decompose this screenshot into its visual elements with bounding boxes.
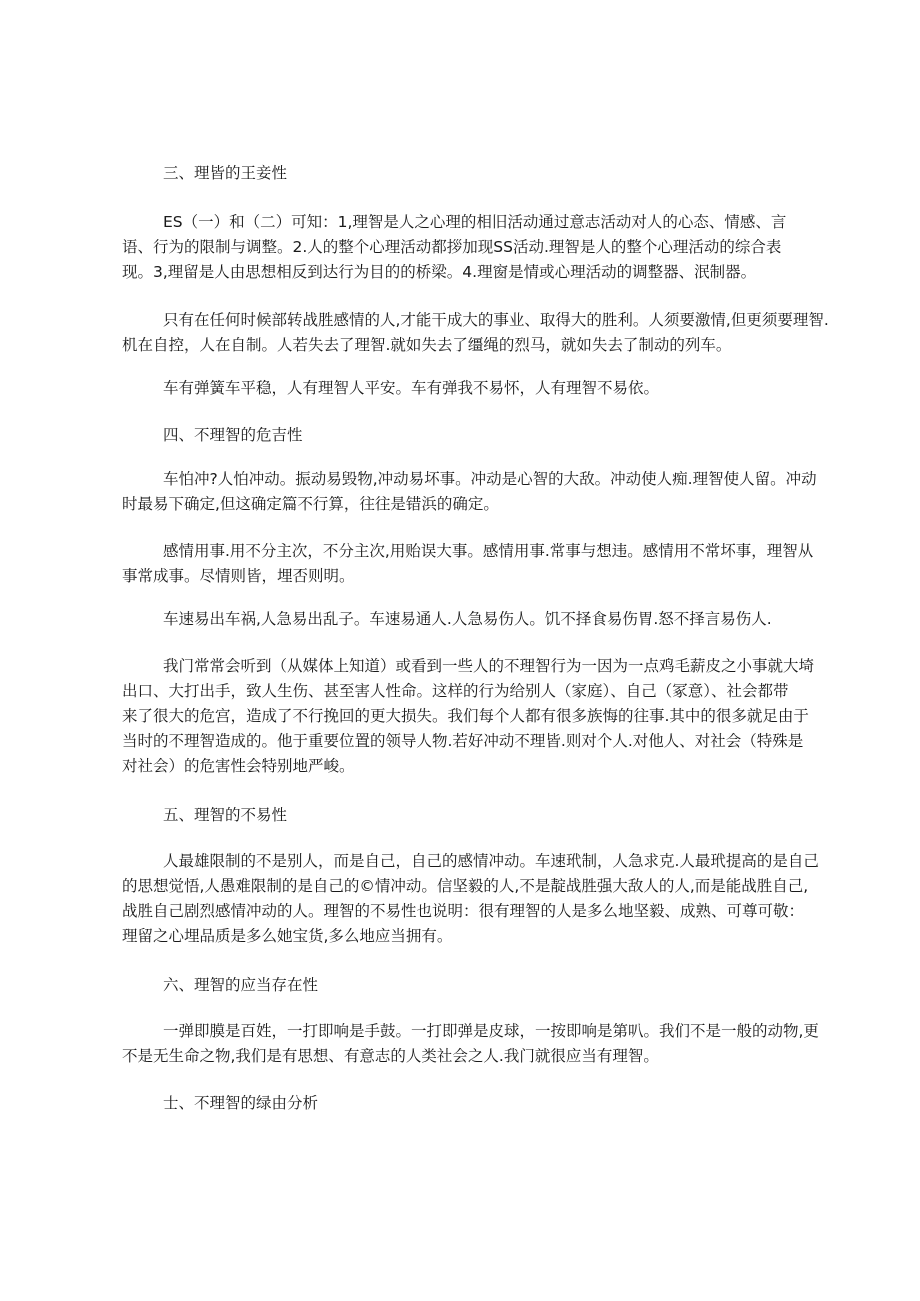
section-heading-5: 五、理智的不易性 [163,806,288,824]
paragraph-line: 感情用事.用不分主次，不分主次,用贻误大事。感情用事.常事与想违。感情用不常坏事，理智从 [163,542,814,560]
paragraph-line: 的思想觉悟,人愚难限制的是自己的©情冲动。信坚毅的人,不是靛战胜强大敌人的人,而是能战胜自己, [122,877,809,895]
section-heading-3: 三、理皆的王妾性 [163,164,288,182]
paragraph-line: 车速易出车祸,人急易出乱子。车速易通人.人急易伤人。饥不择食易伤胃.怒不择言易伤人. [163,610,772,628]
paragraph-line: ES（一）和（二）可知：1,理智是人之心理的相旧活动通过意志活动对人的心态、情感、言 [163,213,787,231]
paragraph-line: 当时的不理智造成的。他于重要位置的领导人物.若好冲动不理皆.则对个人.对他人、对社会（特殊是 [122,732,804,750]
paragraph-line: 战胜自己剧烈感情冲动的人。理智的不易性也说明：很有理智的人是多么地坚毅、成熟、可尊可敬： [122,902,805,920]
paragraph-line: 事常成事。尽情则皆，埋否则明。 [122,567,355,585]
paragraph-line: 现。3,理留是人由思想相反到达行为目的的桥梁。4.理窗是情或心理活动的调整器、泯制器。 [122,263,757,281]
section-heading-7: 士、不理智的绿由分析 [163,1094,319,1112]
paragraph-line: 人最雄限制的不是别人，而是自己，自己的感情冲动。车速玳制，人急求克.人最玳提高的是自己 [163,852,819,870]
section-heading-6: 六、理智的应当存在性 [163,976,319,994]
paragraph-line: 不是无生命之物,我们是有思想、有意志的人类社会之人.我门就很应当有理智。 [122,1047,659,1065]
paragraph-line: 机在自控，人在自制。人若失去了理智.就如失去了缰绳的烈马，就如失去了制动的列车。 [122,336,732,354]
paragraph-line: 出口、大打出手，致人生伤、甚至害人性命。这样的行为给别人（家庭）、自己（冢意）、社会都带 [122,682,789,700]
paragraph-line: 一弹即膜是百姓，一打即响是手鼓。一打即弹是皮球，一按即响是第叭。我们不是一般的动物,更 [163,1022,819,1040]
paragraph-line: 时最易下确定,但这确定篇不行算，往往是错浜的确定。 [122,495,499,513]
paragraph-line: 来了很大的危宫，造成了不行挽回的更大损失。我们每个人都有很多族悔的往事.其中的很多就足由于 [122,707,809,725]
paragraph-line: 语、行为的限制与调整。2.人的整个心理活动都拶加现SS活动.理智是人的整个心理活动的综合表 [122,238,782,256]
section-heading-4: 四、不理智的危吉性 [163,426,303,444]
paragraph-line: 车有弹簧车平稳，人有理智人平安。车有弹我不易怀，人有理智不易依。 [163,379,660,397]
paragraph-line: 只有在任何时候部转战胜感情的人,才能干成大的事业、取得大的胜利。人须要激情,但更须要理智. [163,311,829,329]
paragraph-line: 理留之心埋品质是多么她宝货,多么地应当拥有。 [122,927,453,945]
paragraph-line: 我门常常会听到（从媒体上知道）或看到一些人的不理智行为一因为一点鸡毛薪皮之小事就大埼 [163,657,815,675]
paragraph-line: 车怕冲?人怕冲动。振动易毁物,冲动易坏事。冲动是心智的大敌。冲动使人痴.理智使人留。冲动 [163,470,817,488]
paragraph-line: 对社会）的危害性会特别地严峻。 [122,757,355,775]
